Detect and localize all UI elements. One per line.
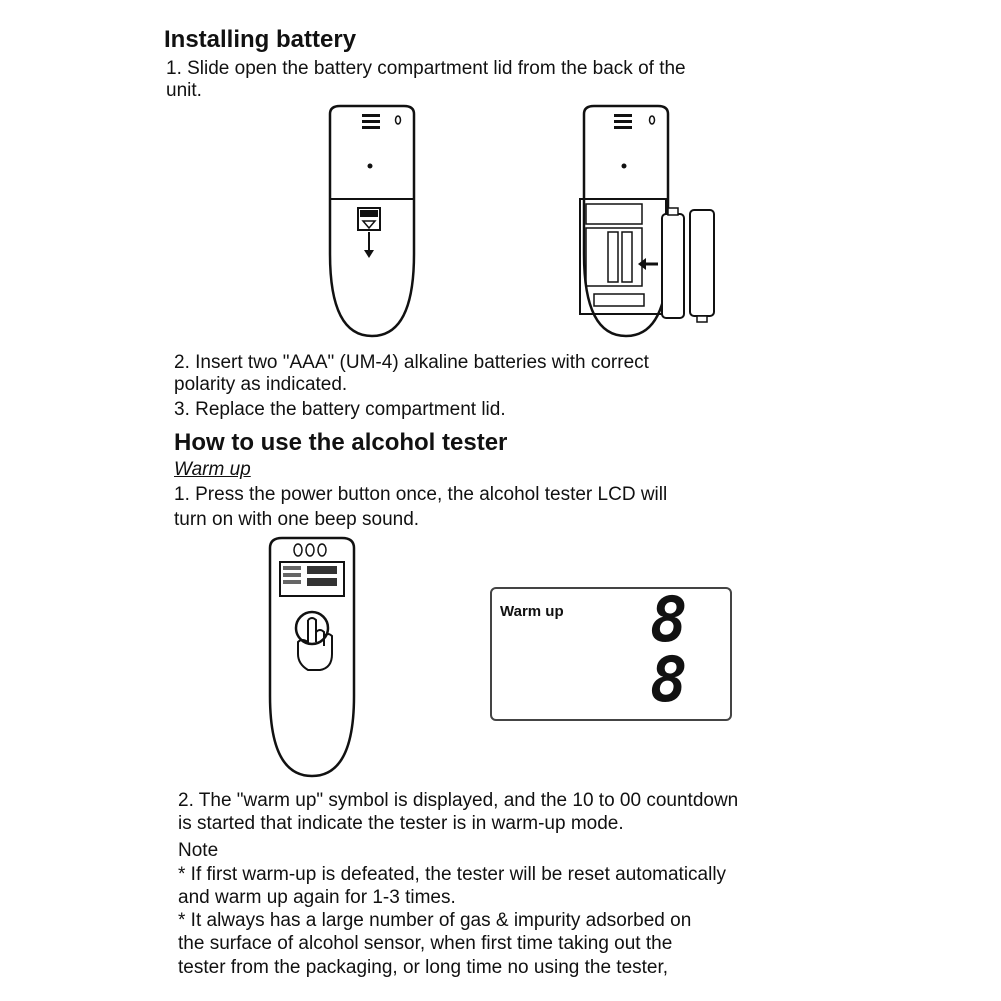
use-step2-line2: is started that indicate the tester is in warm-up mode.	[178, 813, 624, 834]
lcd-warm-up-label: Warm up	[500, 603, 564, 620]
note2-line2: the surface of alcohol sensor, when first time taking out the	[178, 933, 673, 954]
lcd-digit-top: 8	[650, 583, 688, 656]
device-back-closed-illustration	[320, 104, 424, 340]
note-label: Note	[178, 840, 219, 861]
device-front-press-button-illustration	[262, 536, 362, 780]
heading-installing-battery: Installing battery	[164, 26, 357, 53]
use-step1-line2: turn on with one beep sound.	[174, 509, 420, 530]
battery-step1-line2: unit.	[166, 80, 202, 101]
battery-step2-line1: 2. Insert two "AAA" (UM-4) alkaline batteries with correct	[174, 352, 649, 373]
battery-step2-line2: polarity as indicated.	[174, 374, 348, 395]
heading-how-to-use: How to use the alcohol tester	[174, 429, 508, 456]
subheading-warm-up: Warm up	[174, 459, 251, 480]
note2-line1: * It always has a large number of gas & impurity adsorbed on	[178, 910, 692, 931]
use-step1-line1: 1. Press the power button once, the alcohol tester LCD will	[174, 484, 668, 505]
battery-step1-line1: 1. Slide open the battery compartment lid from the back of the	[166, 58, 686, 79]
battery-step3: 3. Replace the battery compartment lid.	[174, 399, 506, 420]
lcd-display	[490, 583, 732, 721]
lcd-digit-bottom: 8	[650, 643, 688, 716]
note1-line1: * If first warm-up is defeated, the tester will be reset automatically	[178, 864, 727, 885]
note1-line2: and warm up again for 1-3 times.	[178, 887, 456, 908]
note2-line3: tester from the packaging, or long time no using the tester,	[178, 957, 669, 978]
device-back-open-batteries-illustration	[574, 104, 724, 340]
use-step2-line1: 2. The "warm up" symbol is displayed, and the 10 to 00 countdown	[178, 790, 739, 811]
